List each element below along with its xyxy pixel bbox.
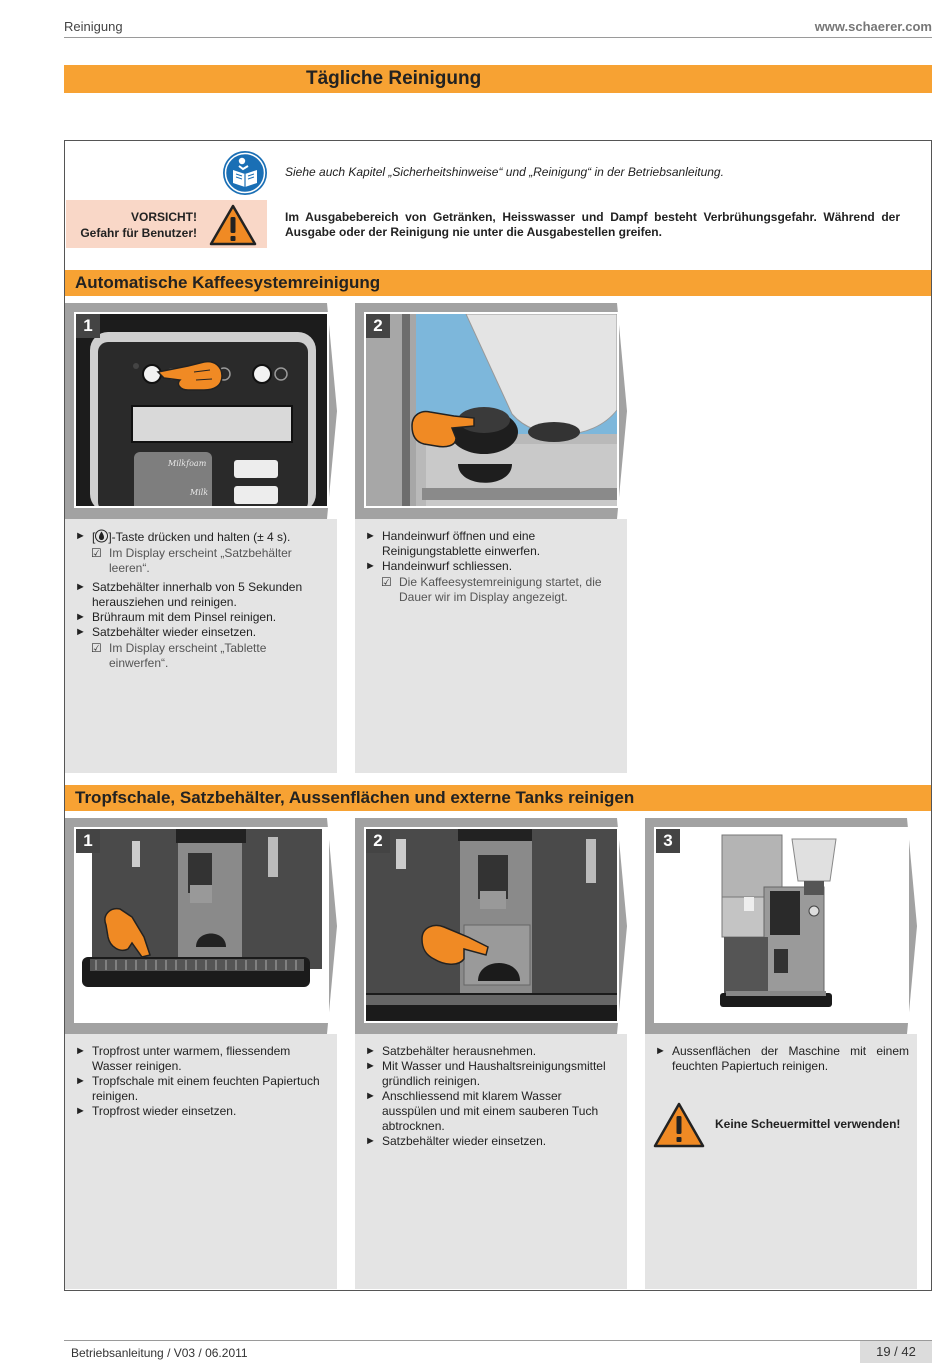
section-title: Tropfschale, Satzbehälter, Aussenflächen und externe Tanks reinigen [75, 788, 635, 807]
instruction-result: ☑ Im Display erscheint „Tablette einwerfen“. [75, 641, 329, 671]
step-number: 3 [656, 829, 680, 853]
instruction-item: ► Satzbehälter innerhalb von 5 Sekunden herausziehen und reinigen. [75, 580, 329, 610]
instruction-list [655, 1044, 909, 1074]
header-divider [64, 37, 932, 38]
instruction-item: ► Satzbehälter herausnehmen. [365, 1044, 619, 1059]
step-text-panel [65, 1034, 337, 1289]
instruction-result: ☑ Im Display erscheint „Satzbehälter leeren“. [75, 546, 329, 576]
instruction-item: ► Tropfrost unter warmem, fliessendem Wasser reinigen. [75, 1044, 329, 1074]
caution-no-abrasives-text: Keine Scheuermittel verwenden! [715, 1117, 901, 1131]
warning-triangle-icon [653, 1102, 705, 1148]
warning-triangle-icon [209, 204, 257, 246]
photo-manual-insert [364, 312, 619, 508]
section-header-coffee-system [65, 270, 931, 296]
instruction-item: ► [ ]-Taste drücken und halten (± 4 s). [75, 529, 329, 545]
caution-message: Im Ausgabebereich von Getränken, Heisswasser und Dampf besteht Verbrühungsgefahr. Während der Ausgabe oder der Reinigung nie unter die Ausgabestellen greifen. [285, 210, 900, 239]
instruction-item: ► Mit Wasser und Haushaltsreinigungsmittel gründlich reinigen. [365, 1059, 619, 1089]
instruction-item: ► Handeinwurf schliessen. [365, 559, 619, 574]
caution-box [66, 200, 267, 248]
instruction-list [365, 1044, 619, 1149]
page-title: Tägliche Reinigung [306, 68, 482, 89]
read-manual-icon [222, 150, 268, 196]
caution-subtitle: Gefahr für Benutzer! [80, 226, 197, 240]
photo-drip-tray [74, 827, 329, 1023]
instruction-item: ► Anschliessend mit klarem Wasser ausspülen und mit einem sauberen Tuch abtrocknen. [365, 1089, 619, 1134]
caution-no-abrasives [653, 1102, 909, 1150]
display-label-milkfoam: Milkfoam [168, 459, 207, 468]
instruction-item: ► Satzbehälter wieder einsetzen. [365, 1134, 619, 1149]
caution-label [80, 209, 197, 241]
page-number: 19 / 42 [860, 1341, 932, 1363]
reference-note: Siehe auch Kapitel „Sicherheitshinweise“ und „Reinigung“ in der Betriebsanleitung. [285, 165, 724, 179]
step-number: 1 [76, 314, 100, 338]
step-number: 2 [366, 314, 390, 338]
section-header-drip-tray [65, 785, 931, 811]
photo-grounds-container [364, 827, 619, 1023]
step-text-panel [645, 1034, 917, 1289]
instruction-result: ☑ Die Kaffeesystemreinigung startet, die Dauer wir im Display angezeigt. [365, 575, 619, 605]
step-text-panel [65, 519, 337, 773]
header-section: Reinigung [64, 19, 123, 34]
instruction-item: ► Tropfrost wieder einsetzen. [75, 1104, 329, 1119]
step-number: 1 [76, 829, 100, 853]
step-text-panel [355, 1034, 627, 1289]
instruction-item: ► Brühraum mit dem Pinsel reinigen. [75, 610, 329, 625]
header-website[interactable]: www.schaerer.com [814, 19, 932, 34]
rinse-drop-icon [95, 529, 108, 543]
step-text-panel [355, 519, 627, 773]
instruction-item: ► Aussenflächen der Maschine mit einem feuchten Papiertuch reinigen. [655, 1044, 909, 1074]
footer-divider [64, 1340, 932, 1341]
photo-control-panel [74, 312, 329, 508]
display-label-milk: Milk [190, 488, 209, 497]
photo-coffee-machine [654, 827, 909, 1023]
instruction-list [75, 1044, 329, 1119]
caution-title: VORSICHT! [131, 210, 197, 224]
footer-document: Betriebsanleitung / V03 / 06.2011 [71, 1346, 248, 1360]
instruction-item: ► Satzbehälter wieder einsetzen. [75, 625, 329, 640]
instruction-list [75, 529, 329, 671]
instruction-list [365, 529, 619, 605]
instruction-item: ► Tropfschale mit einem feuchten Papiertuch reinigen. [75, 1074, 329, 1104]
page-title-bar [64, 65, 932, 93]
section-title: Automatische Kaffeesystemreinigung [75, 273, 381, 292]
step-number: 2 [366, 829, 390, 853]
instruction-item: ► Handeinwurf öffnen und eine Reinigungstablette einwerfen. [365, 529, 619, 559]
